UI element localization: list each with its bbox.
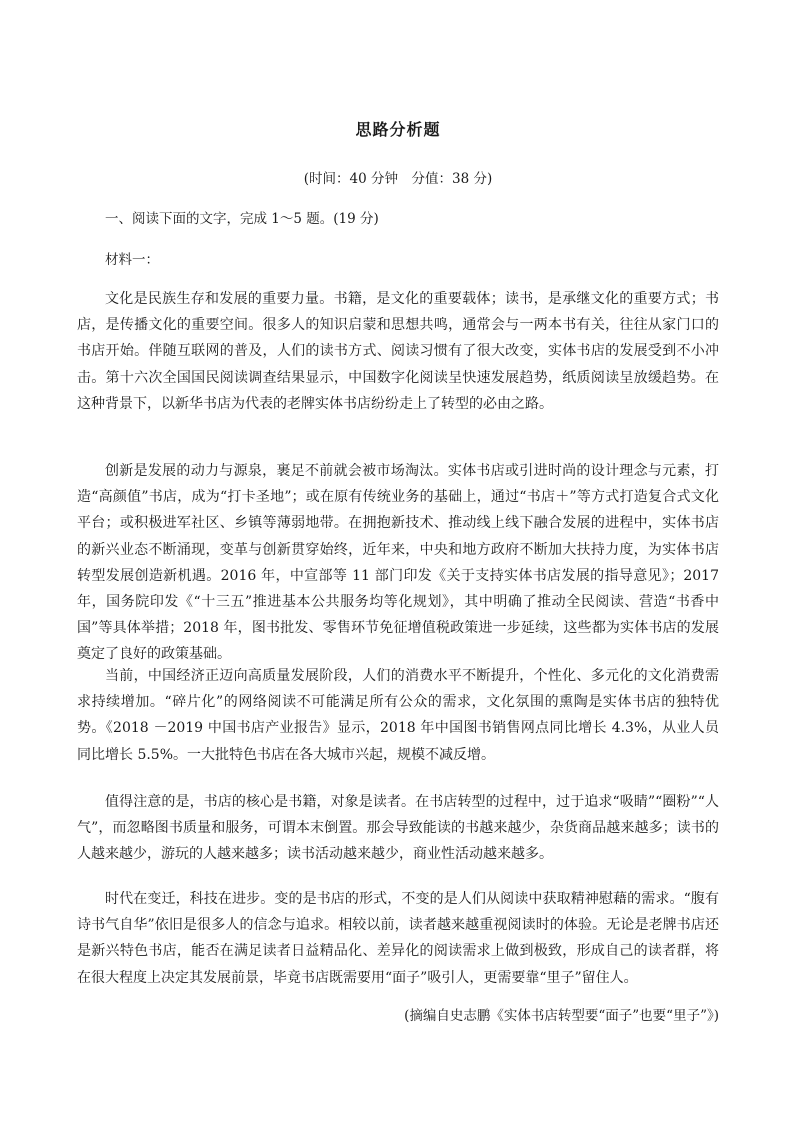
paragraph-2: 创新是发展的动力与源泉，裹足不前就会被市场淘汰。实体书店或引进时尚的设计理念与元素，打造“高颜值”书店，成为“打卡圣地”；或在原有传统业务的基础上，通过“书店＋”等方式打造复合式文化平台；或积极进军社区、乡镇等薄弱地带。在拥抱新技术、推动线上线下融合发展的进程中，实体书店的新兴业态不断涌现，变革与创新贯穿始终，近年来，中央和地方政府不断加大扶持力度，为实体书店转型发展创造新机遇。2016 年，中宣部等 11 部门印发《关于支持实体书店发展的指导意见》；2017 年，国务院印发《“十三五”推进基本公共服务均等化规划》，其中明确了推动全民阅读、营造“书香中国”等具体举措；2018 年，图书批发、零售环节免征增值税政策进一步延续，这些都为实体书店的发展奠定了良好的政策基础。	[77, 463, 719, 663]
paragraph-3: 当前，中国经济正迈向高质量发展阶段，人们的消费水平不断提升，个性化、多元化的文化消费需求持续增加。“碎片化”的网络阅读不可能满足所有公众的需求，文化氛围的熏陶是实体书店的独特优势。《2018 －2019 中国书店产业报告》显示，2018 年中国图书销售网点同比增长 4.3%，从业人员同比增长 5.5%。一大批特色书店在各大城市兴起，规模不减反增。	[77, 668, 719, 763]
question-instruction: 一、阅读下面的文字，完成 1～5 题。(19 分)	[105, 211, 379, 227]
material-label: 材料一：	[105, 252, 159, 268]
source-citation: (摘编自史志鹏《实体书店转型要“面子”也要“里子”》)	[404, 1008, 719, 1024]
paragraph-1: 文化是民族生存和发展的重要力量。书籍，是文化的重要载体；读书，是承继文化的重要方式；书店，是传播文化的重要空间。很多人的知识启蒙和思想共鸣，通常会与一两本书有关，往往从家门口的书店开始。伴随互联网的普及，人们的读书方式、阅读习惯有了很大改变，实体书店的发展受到不小冲击。第十六次全国国民阅读调查结果显示，中国数字化阅读呈快速发展趋势，纸质阅读呈放缓趋势。在这种背景下，以新华书店为代表的老牌实体书店纷纷走上了转型的必由之路。	[77, 291, 719, 412]
paragraph-5: 时代在变迁，科技在进步。变的是书店的形式，不变的是人们从阅读中获取精神慰藉的需求。“腹有诗书气自华”依旧是很多人的信念与追求。相较以前，读者越来越重视阅读时的体验。无论是老牌书店还是新兴特色书店，能否在满足读者日益精品化、差异化的阅读需求上做到极致，形成自己的读者群，将在很大程度上决定其发展前景，毕竟书店既需要用“面子”吸引人，更需要靠“里子”留住人。	[77, 891, 719, 986]
page-title: 思路分析题	[355, 120, 441, 139]
time-and-score: (时间：40 分钟 分值：38 分)	[303, 171, 493, 187]
paragraph-4: 值得注意的是，书店的核心是书籍，对象是读者。在书店转型的过程中，过于追求“吸睛”“圈粉”“人气”，而忽略图书质量和服务，可谓本末倒置。那会导致能读的书越来越少，杂货商品越来越多；读书的人越来越少，游玩的人越来越多；读书活动越来越少，商业性活动越来越多。	[77, 794, 719, 863]
